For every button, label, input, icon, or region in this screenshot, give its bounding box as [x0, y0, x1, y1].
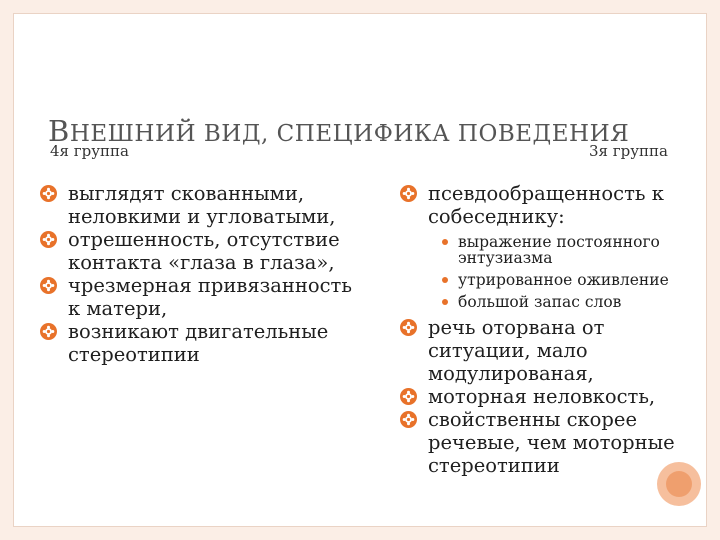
right-bullet-list	[394, 182, 699, 477]
list-item-text: возникают двигательные стереотипии	[68, 320, 329, 366]
sub-list-item	[428, 234, 699, 266]
list-item	[394, 385, 699, 408]
list-item-text: выглядят скованными, неловкими и угловатыми,	[68, 182, 336, 228]
title-second: СПЕЦИФИКА ПОВЕДЕНИЯ	[276, 121, 630, 147]
list-item-text: псевдообращенность к собеседнику:	[428, 182, 664, 228]
right-column-header: 3я группа	[589, 142, 668, 160]
flower-bullet-icon	[400, 319, 417, 336]
flower-bullet-icon	[40, 231, 57, 248]
sub-bullet-list	[428, 234, 699, 310]
title-first-letter: В	[48, 114, 70, 148]
sub-list-item-text: выражение постоянного энтузиазма	[458, 233, 660, 267]
flower-bullet-icon	[40, 323, 57, 340]
left-bullet-list	[34, 182, 354, 366]
sub-list-item-text: утрированное оживление	[458, 271, 669, 289]
list-item-text: свойственны скорее речевые, чем моторные стереотипии	[428, 408, 675, 477]
flower-bullet-icon	[40, 277, 57, 294]
flower-bullet-icon	[400, 411, 417, 428]
dot-bullet-icon	[442, 299, 448, 305]
flower-bullet-icon	[400, 185, 417, 202]
list-item	[394, 182, 699, 310]
list-item	[34, 320, 354, 366]
list-item-text: моторная неловкость,	[428, 385, 656, 408]
title-rest: НЕШНИЙ ВИД,	[69, 121, 277, 147]
flower-bullet-icon	[400, 388, 417, 405]
sub-list-item	[428, 294, 699, 310]
slide-title	[48, 114, 629, 148]
list-item	[34, 182, 354, 228]
sub-list-item-text: большой запас слов	[458, 293, 622, 311]
list-item	[394, 408, 699, 477]
slide	[13, 13, 707, 527]
dot-bullet-icon	[442, 277, 448, 283]
list-item	[34, 274, 354, 320]
left-column-header: 4я группа	[50, 142, 129, 160]
list-item-text: чрезмерная привязанность к матери,	[68, 274, 352, 320]
list-item	[34, 228, 354, 274]
list-item-text: отрешенность, отсутствие контакта «глаза в глаза»,	[68, 228, 340, 274]
sub-list-item	[428, 272, 699, 288]
flower-bullet-icon	[40, 185, 57, 202]
list-item-text: речь оторвана от ситуации, мало модулированая,	[428, 316, 605, 385]
dot-bullet-icon	[442, 239, 448, 245]
list-item	[394, 316, 699, 385]
